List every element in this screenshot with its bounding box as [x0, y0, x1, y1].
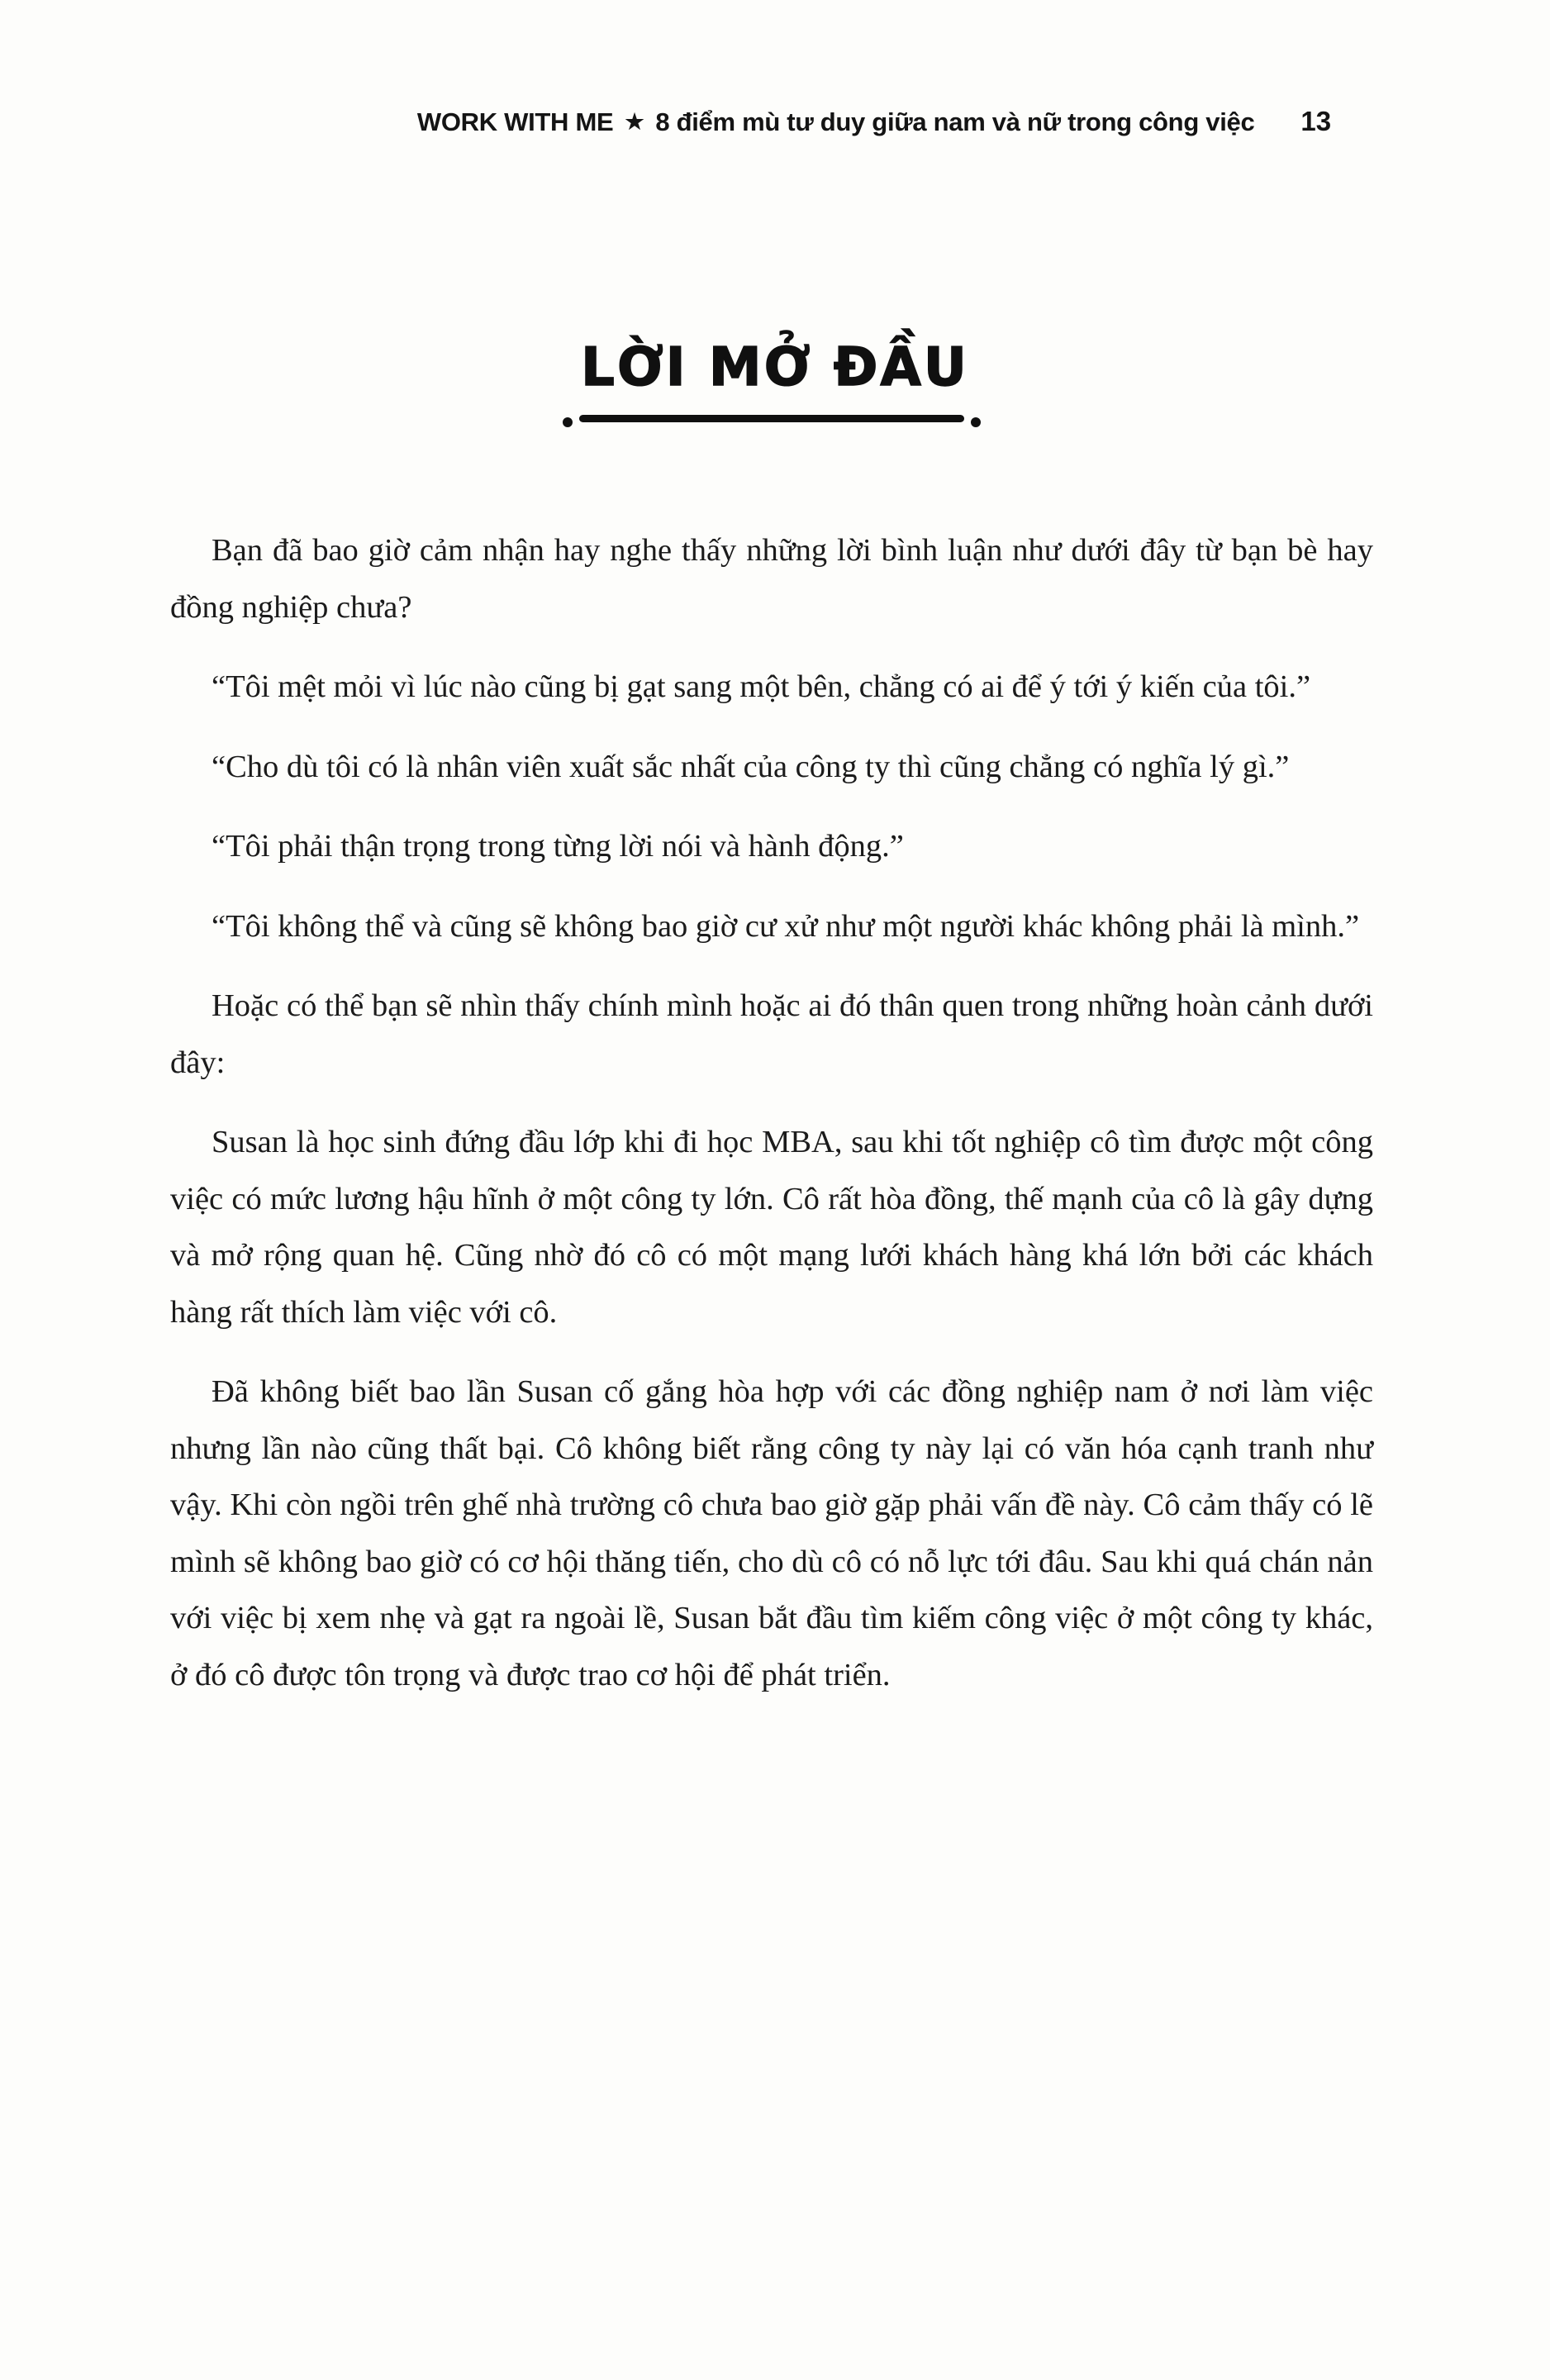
paragraph: Susan là học sinh đứng đầu lớp khi đi học MBA, sau khi tốt nghiệp cô tìm được một công việc có mức lương hậu hĩnh ở một công ty lớn. Cô rất hòa đồng, thế mạnh của cô là gây dựng và mở rộng quan hệ. Cũng nhờ đó cô có một mạng lưới khách hàng khá lớn bởi các khách hàng rất thích làm việc với cô. [170, 1125, 1373, 1330]
underline-line [579, 415, 964, 422]
paragraph-quote: “Tôi mệt mỏi vì lúc nào cũng bị gạt sang một bên, chẳng có ai để ý tới ý kiến của tôi.” [212, 669, 1311, 705]
book-title: WORK WITH ME [416, 107, 614, 136]
title-underline-decoration [563, 413, 981, 423]
underline-left-dot [563, 417, 573, 427]
paragraph: Bạn đã bao giờ cảm nhận hay nghe thấy những lời bình luận như dưới đây từ bạn bè hay đồng nghiệp chưa? [170, 533, 1373, 625]
chapter-subtitle: 8 điểm mù tư duy giữa nam và nữ trong công việc [655, 107, 1255, 136]
paragraph: Hoặc có thể bạn sẽ nhìn thấy chính mình hoặc ai đó thân quen trong những hoàn cảnh dưới đây: [170, 988, 1373, 1080]
paragraph: Đã không biết bao lần Susan cố gắng hòa hợp với các đồng nghiệp nam ở nơi làm việc nhưng lần nào cũng thất bại. Cô không biết rằng công ty này lại có văn hóa cạnh tranh như vậy. Khi còn ngồi trên ghế nhà trường cô chưa bao giờ gặp phải vấn đề này. Cô cảm thấy có lẽ mình sẽ không bao giờ có cơ hội thăng tiến, cho dù cô có nỗ lực tới đâu. Sau khi quá chán nản với việc bị xem nhẹ và gạt ra ngoài lề, Susan bắt đầu tìm kiếm công việc ở một công ty khác, ở đó cô được tôn trọng và được trao cơ hội để phát triển. [170, 1374, 1373, 1692]
paragraph-quote: “Tôi không thể và cũng sẽ không bao giờ cư xử như một người khác không phải là mình.” [212, 908, 1360, 944]
page-header [99, 106, 1550, 137]
star-icon: ★ [625, 109, 644, 134]
paragraph-quote: “Cho dù tôi có là nhân viên xuất sắc nhất của công ty thì cũng chẳng có nghĩa lý gì.” [212, 749, 1290, 784]
paragraph-quote: “Tôi phải thận trọng trong từng lời nói và hành động.” [212, 829, 904, 864]
body-text [170, 522, 1373, 1726]
title-block [0, 337, 1550, 427]
page-number: 13 [1300, 106, 1332, 136]
title-inner [581, 337, 969, 423]
running-head [417, 107, 1255, 137]
underline-right-dot [971, 417, 981, 427]
section-title: LỜI MỞ ĐẦU [581, 337, 969, 398]
